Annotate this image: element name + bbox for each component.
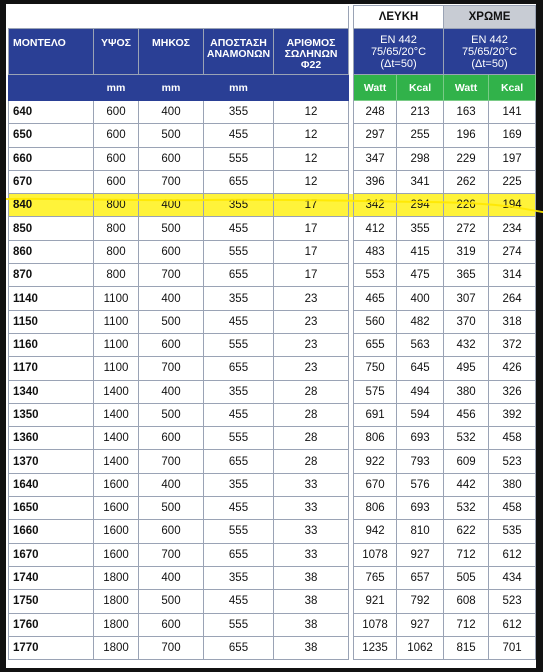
cell-distance: 355 <box>204 380 274 403</box>
cell-model: 660 <box>9 147 94 170</box>
cell-chrome-kcal: 426 <box>489 357 536 380</box>
cell-chrome-watt: 622 <box>444 520 489 543</box>
cell-distance: 555 <box>204 240 274 263</box>
cell-height: 1100 <box>94 357 139 380</box>
cell-distance: 355 <box>204 566 274 589</box>
cell-tubes: 28 <box>274 403 349 426</box>
cell-distance: 655 <box>204 450 274 473</box>
cell-distance: 555 <box>204 520 274 543</box>
cell-white-kcal: 482 <box>397 310 444 333</box>
standard-line1: EN 442 <box>380 33 417 46</box>
cell-distance: 355 <box>204 287 274 310</box>
cell-chrome-kcal: 141 <box>489 101 536 124</box>
cell-distance: 455 <box>204 124 274 147</box>
cell-length: 400 <box>139 473 204 496</box>
table-row <box>9 403 536 426</box>
cell-model: 1140 <box>9 287 94 310</box>
table-row <box>9 333 536 356</box>
col-header-tubes <box>274 29 349 75</box>
unit-white-kcal: Kcal <box>397 75 444 101</box>
cell-length: 500 <box>139 403 204 426</box>
cell-white-watt: 922 <box>354 450 397 473</box>
cell-chrome-kcal: 225 <box>489 170 536 193</box>
cell-distance: 655 <box>204 264 274 287</box>
cell-height: 600 <box>94 124 139 147</box>
cell-length: 600 <box>139 333 204 356</box>
cell-height: 1600 <box>94 543 139 566</box>
cell-distance: 355 <box>204 194 274 217</box>
cell-height: 1400 <box>94 450 139 473</box>
header-spacer <box>9 6 349 29</box>
cell-length: 500 <box>139 590 204 613</box>
table-row <box>9 380 536 403</box>
cell-length: 700 <box>139 357 204 380</box>
cell-tubes: 17 <box>274 240 349 263</box>
cell-white-kcal: 298 <box>397 147 444 170</box>
cell-chrome-watt: 712 <box>444 613 489 636</box>
cell-height: 1800 <box>94 590 139 613</box>
col-header-distance <box>204 29 274 75</box>
cell-chrome-watt: 532 <box>444 497 489 520</box>
cell-distance: 655 <box>204 357 274 380</box>
cell-white-kcal: 494 <box>397 380 444 403</box>
unit-distance: mm <box>204 75 274 101</box>
cell-white-watt: 342 <box>354 194 397 217</box>
cell-tubes: 33 <box>274 543 349 566</box>
col-header-tubes-line3: Φ22 <box>300 59 322 71</box>
cell-model: 1740 <box>9 566 94 589</box>
cell-white-watt: 465 <box>354 287 397 310</box>
cell-chrome-kcal: 458 <box>489 497 536 520</box>
cell-distance: 455 <box>204 590 274 613</box>
cell-chrome-watt: 609 <box>444 450 489 473</box>
cell-chrome-watt: 608 <box>444 590 489 613</box>
cell-length: 600 <box>139 520 204 543</box>
cell-tubes: 12 <box>274 170 349 193</box>
cell-height: 800 <box>94 194 139 217</box>
cell-tubes: 17 <box>274 194 349 217</box>
cell-white-watt: 560 <box>354 310 397 333</box>
cell-model: 640 <box>9 101 94 124</box>
table-row <box>9 590 536 613</box>
cell-white-kcal: 810 <box>397 520 444 543</box>
cell-white-kcal: 657 <box>397 566 444 589</box>
cell-tubes: 38 <box>274 636 349 659</box>
col-header-distance-line2: ΑΝΑΜΟΝΩΝ <box>206 48 271 60</box>
cell-length: 600 <box>139 147 204 170</box>
cell-distance: 655 <box>204 170 274 193</box>
radiator-spec-sheet <box>6 4 536 668</box>
cell-white-watt: 248 <box>354 101 397 124</box>
cell-chrome-watt: 380 <box>444 380 489 403</box>
cell-tubes: 33 <box>274 520 349 543</box>
cell-white-watt: 750 <box>354 357 397 380</box>
cell-model: 670 <box>9 170 94 193</box>
cell-distance: 355 <box>204 101 274 124</box>
cell-chrome-kcal: 326 <box>489 380 536 403</box>
cell-chrome-kcal: 612 <box>489 543 536 566</box>
unit-tubes-empty <box>274 75 349 101</box>
cell-chrome-watt: 370 <box>444 310 489 333</box>
cell-white-watt: 483 <box>354 240 397 263</box>
cell-tubes: 33 <box>274 473 349 496</box>
cell-white-watt: 1235 <box>354 636 397 659</box>
cell-white-kcal: 693 <box>397 497 444 520</box>
cell-length: 400 <box>139 287 204 310</box>
unit-white-watt: Watt <box>354 75 397 101</box>
cell-chrome-watt: 495 <box>444 357 489 380</box>
cell-white-kcal: 792 <box>397 590 444 613</box>
cell-white-kcal: 255 <box>397 124 444 147</box>
cell-height: 800 <box>94 264 139 287</box>
table-row <box>9 497 536 520</box>
cell-chrome-watt: 319 <box>444 240 489 263</box>
cell-white-kcal: 927 <box>397 613 444 636</box>
cell-chrome-kcal: 434 <box>489 566 536 589</box>
cell-tubes: 38 <box>274 613 349 636</box>
cell-chrome-kcal: 380 <box>489 473 536 496</box>
cell-white-watt: 396 <box>354 170 397 193</box>
cell-chrome-kcal: 318 <box>489 310 536 333</box>
table-row <box>9 450 536 473</box>
cell-white-watt: 655 <box>354 333 397 356</box>
cell-tubes: 12 <box>274 124 349 147</box>
cell-distance: 655 <box>204 636 274 659</box>
cell-white-watt: 806 <box>354 497 397 520</box>
cell-white-watt: 1078 <box>354 613 397 636</box>
cell-model: 1660 <box>9 520 94 543</box>
cell-chrome-kcal: 523 <box>489 590 536 613</box>
cell-distance: 455 <box>204 217 274 240</box>
cell-tubes: 17 <box>274 264 349 287</box>
cell-model: 1650 <box>9 497 94 520</box>
standard-line2: 75/65/20°C <box>461 45 518 58</box>
cell-white-kcal: 645 <box>397 357 444 380</box>
cell-tubes: 12 <box>274 147 349 170</box>
cell-length: 400 <box>139 380 204 403</box>
cell-white-kcal: 693 <box>397 427 444 450</box>
cell-chrome-kcal: 392 <box>489 403 536 426</box>
cell-tubes: 28 <box>274 450 349 473</box>
cell-chrome-kcal: 194 <box>489 194 536 217</box>
cell-white-watt: 670 <box>354 473 397 496</box>
cell-tubes: 23 <box>274 357 349 380</box>
group-header-white: ΛΕΥΚΗ <box>354 6 444 29</box>
cell-model: 1160 <box>9 333 94 356</box>
cell-chrome-kcal: 314 <box>489 264 536 287</box>
cell-white-kcal: 563 <box>397 333 444 356</box>
cell-white-kcal: 1062 <box>397 636 444 659</box>
cell-chrome-kcal: 701 <box>489 636 536 659</box>
cell-chrome-watt: 196 <box>444 124 489 147</box>
cell-tubes: 28 <box>274 380 349 403</box>
cell-distance: 455 <box>204 497 274 520</box>
cell-model: 850 <box>9 217 94 240</box>
cell-length: 700 <box>139 543 204 566</box>
table-row <box>9 194 536 217</box>
cell-tubes: 33 <box>274 497 349 520</box>
table-row <box>9 566 536 589</box>
cell-model: 1750 <box>9 590 94 613</box>
cell-chrome-kcal: 169 <box>489 124 536 147</box>
cell-white-kcal: 927 <box>397 543 444 566</box>
cell-distance: 355 <box>204 473 274 496</box>
unit-height: mm <box>94 75 139 101</box>
cell-tubes: 23 <box>274 333 349 356</box>
cell-length: 700 <box>139 450 204 473</box>
cell-white-kcal: 793 <box>397 450 444 473</box>
cell-white-watt: 347 <box>354 147 397 170</box>
cell-white-kcal: 213 <box>397 101 444 124</box>
cell-tubes: 38 <box>274 566 349 589</box>
standard-line1: EN 442 <box>471 33 508 46</box>
cell-chrome-kcal: 535 <box>489 520 536 543</box>
cell-tubes: 23 <box>274 287 349 310</box>
table-row <box>9 170 536 193</box>
table-row <box>9 613 536 636</box>
cell-length: 600 <box>139 240 204 263</box>
cell-chrome-kcal: 523 <box>489 450 536 473</box>
cell-length: 400 <box>139 566 204 589</box>
table-row <box>9 287 536 310</box>
standard-header-chrome <box>444 29 536 75</box>
col-header-distance-line1: ΑΠΟΣΤΑΣΗ <box>210 37 267 49</box>
table-row <box>9 310 536 333</box>
unit-chrome-watt: Watt <box>444 75 489 101</box>
cell-model: 840 <box>9 194 94 217</box>
table-row <box>9 357 536 380</box>
cell-chrome-watt: 262 <box>444 170 489 193</box>
cell-height: 1400 <box>94 380 139 403</box>
cell-white-watt: 412 <box>354 217 397 240</box>
cell-white-kcal: 594 <box>397 403 444 426</box>
standard-line3: (Δt=50) <box>471 57 508 70</box>
table-row <box>9 636 536 659</box>
cell-distance: 555 <box>204 613 274 636</box>
cell-height: 1800 <box>94 636 139 659</box>
cell-white-watt: 575 <box>354 380 397 403</box>
cell-model: 1170 <box>9 357 94 380</box>
cell-white-watt: 553 <box>354 264 397 287</box>
col-header-model: ΜΟΝΤΕΛΟ <box>9 29 94 75</box>
cell-length: 700 <box>139 264 204 287</box>
cell-chrome-kcal: 234 <box>489 217 536 240</box>
cell-height: 600 <box>94 147 139 170</box>
cell-height: 1600 <box>94 497 139 520</box>
cell-distance: 555 <box>204 427 274 450</box>
cell-height: 600 <box>94 101 139 124</box>
cell-white-kcal: 576 <box>397 473 444 496</box>
cell-chrome-kcal: 274 <box>489 240 536 263</box>
cell-chrome-watt: 432 <box>444 333 489 356</box>
cell-white-watt: 691 <box>354 403 397 426</box>
cell-length: 600 <box>139 427 204 450</box>
table-row <box>9 427 536 450</box>
cell-chrome-watt: 456 <box>444 403 489 426</box>
cell-chrome-watt: 442 <box>444 473 489 496</box>
table-body <box>9 101 536 660</box>
cell-tubes: 17 <box>274 217 349 240</box>
cell-height: 1600 <box>94 473 139 496</box>
table-row <box>9 240 536 263</box>
cell-chrome-watt: 272 <box>444 217 489 240</box>
cell-white-watt: 921 <box>354 590 397 613</box>
cell-distance: 555 <box>204 147 274 170</box>
cell-length: 500 <box>139 217 204 240</box>
cell-white-kcal: 400 <box>397 287 444 310</box>
table-row <box>9 217 536 240</box>
table-row <box>9 543 536 566</box>
cell-length: 500 <box>139 310 204 333</box>
cell-model: 1370 <box>9 450 94 473</box>
col-header-height: ΥΨΟΣ <box>94 29 139 75</box>
cell-chrome-kcal: 264 <box>489 287 536 310</box>
cell-chrome-watt: 226 <box>444 194 489 217</box>
cell-height: 800 <box>94 217 139 240</box>
table-row <box>9 264 536 287</box>
standard-line3: (Δt=50) <box>380 57 417 70</box>
cell-height: 1100 <box>94 333 139 356</box>
cell-white-kcal: 355 <box>397 217 444 240</box>
cell-height: 1600 <box>94 520 139 543</box>
unit-chrome-kcal: Kcal <box>489 75 536 101</box>
cell-height: 600 <box>94 170 139 193</box>
cell-white-watt: 1078 <box>354 543 397 566</box>
cell-white-kcal: 475 <box>397 264 444 287</box>
cell-chrome-watt: 505 <box>444 566 489 589</box>
cell-model: 1340 <box>9 380 94 403</box>
cell-length: 400 <box>139 194 204 217</box>
cell-chrome-watt: 229 <box>444 147 489 170</box>
unit-length: mm <box>139 75 204 101</box>
radiator-spec-table <box>8 5 536 660</box>
cell-distance: 455 <box>204 403 274 426</box>
cell-model: 650 <box>9 124 94 147</box>
table-row <box>9 147 536 170</box>
table-row <box>9 520 536 543</box>
cell-model: 860 <box>9 240 94 263</box>
cell-length: 700 <box>139 170 204 193</box>
cell-white-kcal: 294 <box>397 194 444 217</box>
cell-height: 1800 <box>94 613 139 636</box>
cell-height: 1100 <box>94 287 139 310</box>
cell-tubes: 12 <box>274 101 349 124</box>
cell-chrome-kcal: 372 <box>489 333 536 356</box>
cell-length: 400 <box>139 101 204 124</box>
cell-tubes: 28 <box>274 427 349 450</box>
cell-chrome-watt: 712 <box>444 543 489 566</box>
cell-chrome-watt: 365 <box>444 264 489 287</box>
unit-model-empty <box>9 75 94 101</box>
cell-model: 1760 <box>9 613 94 636</box>
cell-white-watt: 297 <box>354 124 397 147</box>
table-row <box>9 473 536 496</box>
cell-chrome-kcal: 197 <box>489 147 536 170</box>
cell-chrome-watt: 163 <box>444 101 489 124</box>
cell-model: 1670 <box>9 543 94 566</box>
cell-height: 1800 <box>94 566 139 589</box>
group-header-chrome: ΧΡΩΜΕ <box>444 6 536 29</box>
cell-length: 600 <box>139 613 204 636</box>
cell-height: 1100 <box>94 310 139 333</box>
cell-white-watt: 765 <box>354 566 397 589</box>
cell-chrome-kcal: 612 <box>489 613 536 636</box>
cell-white-kcal: 341 <box>397 170 444 193</box>
col-header-length: ΜΗΚΟΣ <box>139 29 204 75</box>
cell-chrome-watt: 815 <box>444 636 489 659</box>
table-row <box>9 101 536 124</box>
cell-chrome-watt: 307 <box>444 287 489 310</box>
cell-white-watt: 806 <box>354 427 397 450</box>
cell-height: 800 <box>94 240 139 263</box>
cell-model: 1770 <box>9 636 94 659</box>
cell-length: 700 <box>139 636 204 659</box>
cell-length: 500 <box>139 124 204 147</box>
cell-distance: 555 <box>204 333 274 356</box>
standard-header-white <box>354 29 444 75</box>
cell-model: 1150 <box>9 310 94 333</box>
cell-model: 1350 <box>9 403 94 426</box>
standard-line2: 75/65/20°C <box>370 45 427 58</box>
cell-height: 1400 <box>94 427 139 450</box>
cell-length: 500 <box>139 497 204 520</box>
cell-white-watt: 942 <box>354 520 397 543</box>
cell-chrome-watt: 532 <box>444 427 489 450</box>
cell-white-kcal: 415 <box>397 240 444 263</box>
col-header-tubes-line2: ΣΩΛΗΝΩΝ <box>284 48 338 60</box>
cell-model: 1360 <box>9 427 94 450</box>
cell-chrome-kcal: 458 <box>489 427 536 450</box>
cell-model: 870 <box>9 264 94 287</box>
col-header-tubes-line1: ΑΡΙΘΜΟΣ <box>286 37 336 49</box>
cell-height: 1400 <box>94 403 139 426</box>
table-row <box>9 124 536 147</box>
cell-tubes: 38 <box>274 590 349 613</box>
cell-model: 1640 <box>9 473 94 496</box>
cell-distance: 455 <box>204 310 274 333</box>
cell-distance: 655 <box>204 543 274 566</box>
cell-tubes: 23 <box>274 310 349 333</box>
